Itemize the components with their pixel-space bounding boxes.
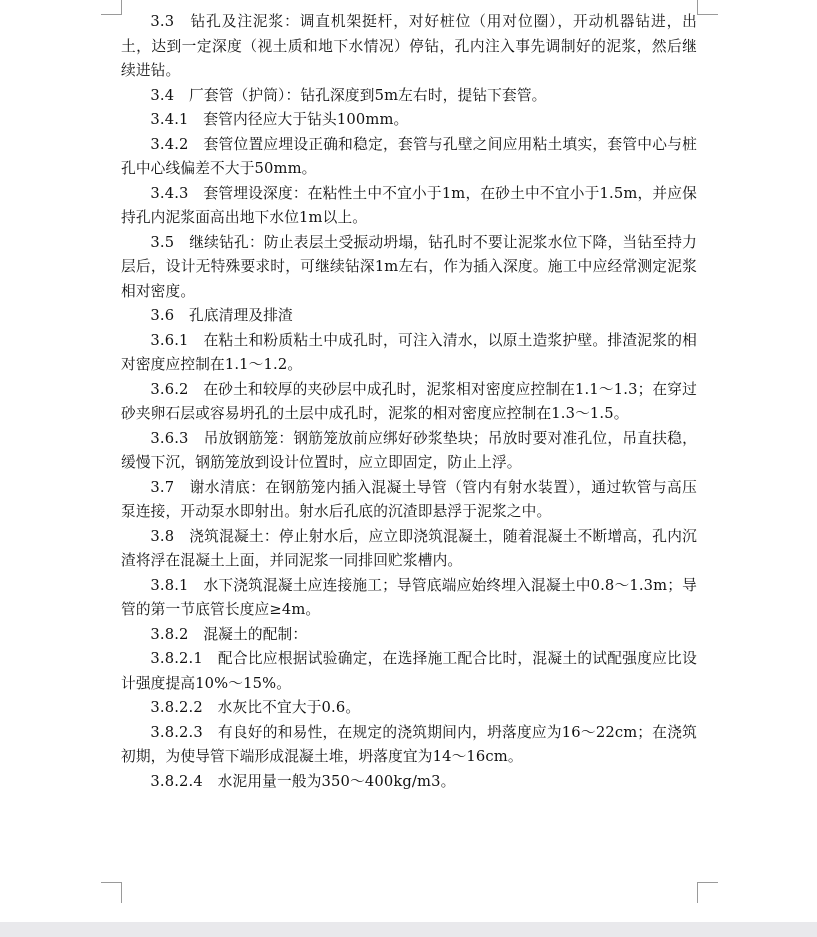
paragraph-3-6-3: 3.6.3 吊放钢筋笼：钢筋笼放前应绑好砂浆垫块；吊放时要对准孔位，吊直扶稳，缓慢下沉，钢筋笼放到设计位置时，应立即固定，防止上浮。 [121,429,697,471]
paragraph-3-8-2-1: 3.8.2.1 配合比应根据试验确定，在选择施工配合比时，混凝土的试配强度应比设计强度提高10%～15%。 [121,650,697,692]
paragraph-3-4-1: 3.4.1 套管内径应大于钻头100mm。 [150,111,409,128]
corner-mark-bottom-right [697,882,718,903]
page-gap-strip [0,922,817,937]
paragraph-3-8-2-2: 3.8.2.2 水灰比不宜大于0.6。 [150,699,361,716]
paragraph-3-6: 3.6 孔底清理及排渣 [150,307,293,324]
paragraph-3-8: 3.8 浇筑混凝土：停止射水后，应立即浇筑混凝土，随着混凝土不断增高，孔内沉渣将浮在混凝土上面，并同泥浆一同排回贮浆槽内。 [121,527,697,569]
paragraph-3-8-1: 3.8.1 水下浇筑混凝土应连接施工；导管底端应始终埋入混凝土中0.8～1.3m；导管的第一节底管长度应≥4m。 [121,576,697,618]
paragraph-3-4-3: 3.4.3 套管埋设深度：在粘性土中不宜小于1m，在砂土中不宜小于1.5m，并应保持孔内泥浆面高出地下水位1m以上。 [121,184,697,226]
paragraph-3-4-2: 3.4.2 套管位置应埋设正确和稳定，套管与孔壁之间应用粘土填实，套管中心与桩孔中心线偏差不大于50mm。 [121,135,697,177]
paragraph-3-8-2: 3.8.2 混凝土的配制： [150,625,308,643]
paragraph-3-8-2-3: 3.8.2.3 有良好的和易性，在规定的浇筑期间内，坍落度应为16～22cm；在浇筑初期，为使导管下端形成混凝土堆，坍落度宜为14～16cm。 [121,723,697,765]
corner-mark-bottom-left [101,882,122,903]
paragraph-3-5: 3.5 继续钻孔：防止表层土受振动坍塌，钻孔时不要让泥浆水位下降，当钻至持力层后，设计无特殊要求时，可继续钻深1m左右，作为插入深度。施工中应经常测定泥浆相对密度。 [121,233,697,300]
paragraph-3-3: 3.3 钻孔及注泥浆：调直机架挺杆，对好桩位（用对位圈），开动机器钻进，出土，达到一定深度（视土质和地下水情况）停钻，孔内注入事先调制好的泥浆，然后继续进钻。 [121,13,697,79]
paragraph-3-6-1: 3.6.1 在粘土和粉质粘土中成孔时，可注入清水，以原土造浆护壁。排渣泥浆的相对密度应控制在1.1～1.2。 [121,331,697,373]
corner-mark-top-left [101,0,122,15]
corner-mark-top-right [697,0,718,15]
document-body[interactable] [121,10,697,794]
paragraph-3-8-2-4: 3.8.2.4 水泥用量一般为350～400kg/m3。 [150,772,456,790]
paragraph-3-4: 3.4 厂套管（护筒）：钻孔深度到5m左右时，提钻下套管。 [150,86,547,104]
paragraph-3-7: 3.7 谢水清底：在钢筋笼内插入混凝土导管（管内有射水装置），通过软管与高压泵连接，开动泵水即射出。射水后孔底的沉渣即悬浮于泥浆之中。 [121,478,697,520]
paragraph-3-6-2: 3.6.2 在砂土和较厚的夹砂层中成孔时，泥浆相对密度应控制在1.1～1.3；在穿过砂夹卵石层或容易坍孔的土层中成孔时，泥浆的相对密度应控制在1.3～1.5。 [121,380,697,422]
